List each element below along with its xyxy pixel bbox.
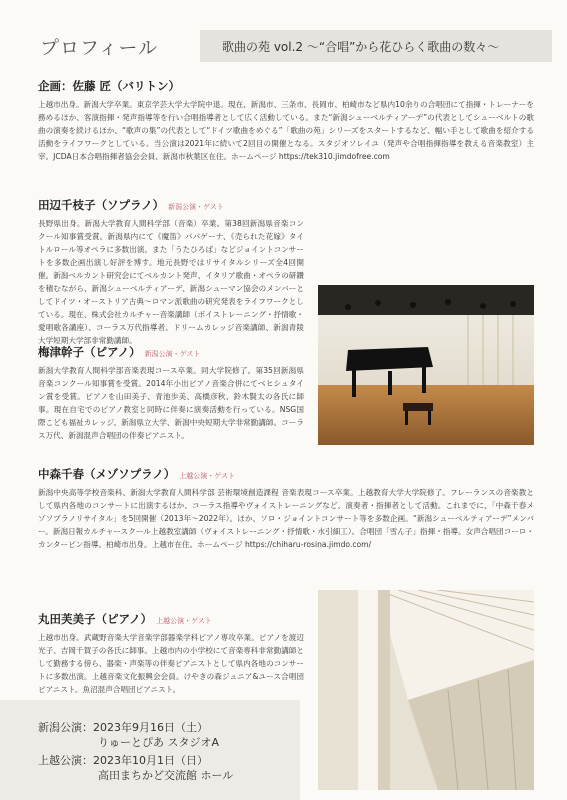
profile-bio: 新潟大学教育人間科学部音楽表現コース卒業。同大学院修了。第35回新潟県音楽コンクール知事賞を受賞。2014年小出ピアノ音楽合併にてベヒシュタイン賞を受賞。ピアノを山田美子、青池歩美、高橋彦秋、鈴木賢太の各氏に師事。現在自宅でのピアノ教室と同時に伴奏に演奏活動を行っている。NSG国際こども福祉カレッジ、新潟県立大学、新潟中央短期大学非常勤講師。コーラス万代、新潟混声合唱団の伴奏ピアニスト。 bbox=[38, 366, 304, 440]
page-title: プロフィール bbox=[40, 37, 159, 59]
concert-tag: 新潟公演・ゲスト bbox=[168, 203, 224, 211]
profile-name: 丸田芙美子（ピアノ） bbox=[38, 612, 153, 626]
profile-umezu bbox=[38, 344, 534, 442]
profile-sato bbox=[38, 78, 534, 163]
profile-bio: 上越市出身。武蔵野音楽大学音楽学部器楽学科ピアノ専攻卒業。ピアノを渡辺光子、吉岡千賀子の各氏に師事。上越市内の小学校にて音楽専科非常勤講師として勤務する傍ら、器楽・声楽等の伴奏ピアニストとして県内各地のコンサートに多数出演。上越音楽文化振興会会員。けやきの森ジュニア&ユース合唱団ピアニスト。魚沼混声合唱団ピアニスト。 bbox=[38, 633, 304, 694]
profile-name: 梅津幹子（ピアノ） bbox=[38, 345, 141, 359]
concert-tag: 新潟公演・ゲスト bbox=[144, 350, 201, 358]
concert-niigata bbox=[38, 719, 208, 735]
concert-label: 新潟公演： bbox=[38, 721, 93, 734]
profile-name: 佐藤 匠（バリトン） bbox=[72, 79, 181, 93]
profile-bio: 新潟中央高等学校音楽科、新潟大学教育人間科学部 芸術環境創造課程 音楽表現コース卒業。上越教育大学大学院修了。フレーランスの音楽教として県内各地のコンサートに出演するほか、コーラス指導やヴォイストレーニングなど、演奏者・指揮者として活動。これまでに、「中森千春メゾソプラノリサイタル」を5回開催（2013年〜2022年）。ほか、ソロ・ジョイントコンサート等を多数企画。“新潟シューベルティアーデ”メンバー。新潟日報カルチャースクール上越教室講師（ヴォイストレーニング・抒情歌・水引細工）。合唱団「雪ん子」指揮・指導。女声合唱団コーロ・カンターピン指導。柏崎市出身。上越市在住。ホームページ https://chiharu-rosina.jimdo.com/ bbox=[38, 488, 534, 549]
concert-date: 2023年10月1日（日） bbox=[93, 754, 208, 767]
profile-maruta bbox=[38, 611, 534, 696]
concert-tag: 上越公演・ゲスト bbox=[179, 472, 236, 480]
profile-bio: 上越市出身。新潟大学卒業。東京学芸大学大学院中退。現在、新潟市、三条市、長岡市、柏崎市など県内10余りの合唱団にて指揮・トレーナーを務めるほか、客演指揮・発声指導等を行い合唱指導者として広く活動している。また“新潟シューベルティアーデ”の代表としてシューベルトの歌曲の演奏を続けるほか、“歌声の集”の代表として“ドイツ歌曲をめぐる”「歌曲の苑」シリーズをスタートするなど、幅い手として歌曲を紹介する活動をライフワークとしている。当公演は2021年に続いて2回目の開催となる。スタジオソレイユ（発声や合唱指揮指導を教える音楽教室）主宰。JCDA日本合唱指揮者協会会員、新潟市秋葉区在住。ホームページ https://tek310.jimdofree.com bbox=[38, 100, 534, 161]
concert-tag: 上越公演・ゲスト bbox=[156, 617, 212, 625]
concert-subtitle: 歌曲の苑 vol.2 〜“合唱”から花ひらく歌曲の数々〜 bbox=[222, 40, 500, 54]
profile-name-line bbox=[38, 197, 534, 213]
concert-date: 2023年9月16日（土） bbox=[93, 721, 208, 734]
profile-name-line bbox=[38, 466, 534, 482]
page-header bbox=[0, 0, 567, 62]
profile-name-line bbox=[38, 78, 534, 94]
profile-name-line bbox=[38, 344, 534, 360]
concert-joetsu bbox=[38, 752, 208, 768]
concert-info-box bbox=[0, 700, 300, 800]
profile-name: 田辺千枝子（ソプラノ） bbox=[38, 198, 165, 212]
profile-role: 企画： bbox=[38, 79, 73, 93]
concert-label: 上越公演： bbox=[38, 754, 93, 767]
concert-venue: 高田まちかど交流館 ホール bbox=[98, 769, 234, 782]
profile-bio: 長野県出身。新潟大学教育人間科学部（音楽）卒業。第38回新潟県音楽コンクール知事賞受賞。新潟県内にて《魔笛》パパゲーナ、《売られた花嫁》タイトルロール等オペラに多数出演。また「うたひろば」などジョイントコンサートを多数企画出演し好評を博す。地元長野ではリサイタルシリーズ全4回開催。新潟ベルカント研究会にてベルカント発声、イタリア歌曲・オペラの研鑽を積むながら、新潟シューベルティアーデ、新潟シューマン協会のメンバーとしてドイツ・オーストリア古典〜ロマン派歌曲の研究発表をライフワークとしている。現在、株式会社カルチャー音楽講師（ボイストレーニング・抒情歌・愛唱歌各講座）、コーラス万代指導者、ドリームカレッジ音楽講師、新潟青陵大学短期大学部非常勤講師。 bbox=[38, 219, 304, 345]
profile-nakamori bbox=[38, 466, 534, 551]
concert-venue: りゅーとぴあ スタジオA bbox=[98, 736, 220, 749]
profile-name: 中森千春（メゾソプラノ） bbox=[38, 467, 176, 481]
profile-name-line bbox=[38, 611, 534, 627]
